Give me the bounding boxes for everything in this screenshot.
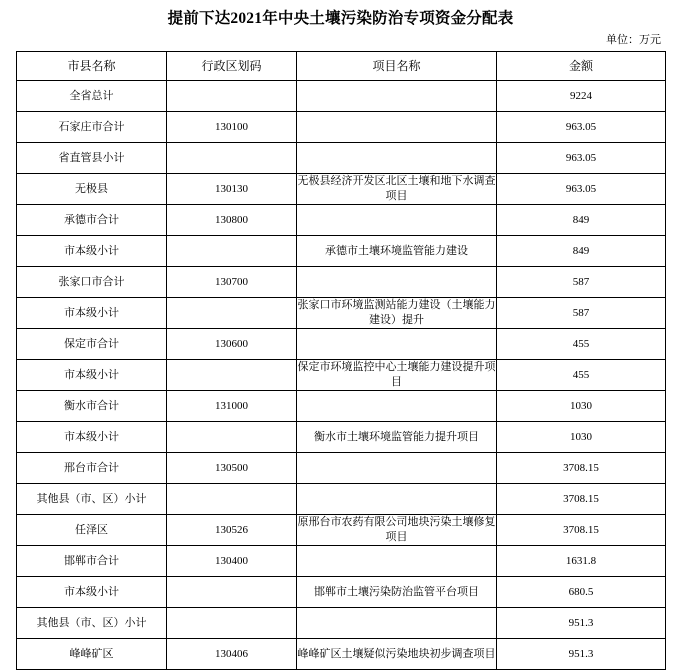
- cell-amount: 3708.15: [497, 453, 666, 484]
- cell-project-name: 峰峰矿区土壤疑似污染地块初步调查项目: [297, 639, 497, 670]
- cell-amount: 680.5: [497, 577, 666, 608]
- cell-amount: 951.3: [497, 639, 666, 670]
- cell-region-name: 石家庄市合计: [17, 112, 167, 143]
- cell-amount: 9224: [497, 81, 666, 112]
- table-row: [17, 205, 666, 236]
- cell-amount: 455: [497, 329, 666, 360]
- cell-region-name: 其他县（市、区）小计: [17, 484, 167, 515]
- cell-project-name: [297, 484, 497, 515]
- cell-admin-code: 131000: [167, 391, 297, 422]
- cell-project-name: 张家口市环境监测站能力建设（土壤能力建设）提升: [297, 298, 497, 329]
- table-row: [17, 453, 666, 484]
- cell-admin-code: 130400: [167, 546, 297, 577]
- cell-admin-code: [167, 298, 297, 329]
- cell-region-name: 市本级小计: [17, 360, 167, 391]
- table-row: [17, 515, 666, 546]
- cell-project-name: 保定市环境监控中心土壤能力建设提升项目: [297, 360, 497, 391]
- cell-project-name: [297, 143, 497, 174]
- cell-admin-code: [167, 236, 297, 267]
- cell-region-name: 市本级小计: [17, 298, 167, 329]
- cell-project-name: 无极县经济开发区北区土壤和地下水调查项目: [297, 174, 497, 205]
- cell-region-name: 市本级小计: [17, 577, 167, 608]
- cell-admin-code: [167, 422, 297, 453]
- cell-project-name: 承德市土壤环境监管能力建设: [297, 236, 497, 267]
- cell-project-name: [297, 608, 497, 639]
- cell-region-name: 市本级小计: [17, 422, 167, 453]
- cell-admin-code: 130600: [167, 329, 297, 360]
- cell-admin-code: [167, 81, 297, 112]
- cell-region-name: 市本级小计: [17, 236, 167, 267]
- cell-region-name: 衡水市合计: [17, 391, 167, 422]
- cell-amount: 587: [497, 298, 666, 329]
- table-row: [17, 112, 666, 143]
- cell-amount: 3708.15: [497, 515, 666, 546]
- cell-region-name: 邯郸市合计: [17, 546, 167, 577]
- table-row: [17, 267, 666, 298]
- table-row: [17, 298, 666, 329]
- cell-region-name: 承德市合计: [17, 205, 167, 236]
- table-row: [17, 360, 666, 391]
- cell-region-name: 张家口市合计: [17, 267, 167, 298]
- cell-project-name: [297, 391, 497, 422]
- cell-project-name: [297, 546, 497, 577]
- table-row: [17, 143, 666, 174]
- cell-region-name: 其他县（市、区）小计: [17, 608, 167, 639]
- cell-project-name: 衡水市土壤环境监管能力提升项目: [297, 422, 497, 453]
- table-row: [17, 174, 666, 205]
- cell-amount: 1631.8: [497, 546, 666, 577]
- page-title: 提前下达2021年中央土壤污染防治专项资金分配表: [167, 10, 514, 27]
- table-row: [17, 639, 666, 670]
- cell-admin-code: [167, 484, 297, 515]
- cell-project-name: [297, 329, 497, 360]
- cell-project-name: 原邢台市农药有限公司地块污染土壤修复项目: [297, 515, 497, 546]
- table-body: [17, 81, 666, 670]
- table-row: [17, 422, 666, 453]
- cell-admin-code: 130100: [167, 112, 297, 143]
- cell-region-name: 邢台市合计: [17, 453, 167, 484]
- cell-admin-code: 130526: [167, 515, 297, 546]
- cell-project-name: [297, 453, 497, 484]
- cell-amount: 3708.15: [497, 484, 666, 515]
- cell-admin-code: 130500: [167, 453, 297, 484]
- cell-amount: 963.05: [497, 112, 666, 143]
- cell-amount: 587: [497, 267, 666, 298]
- cell-project-name: [297, 267, 497, 298]
- column-header-name: 市县名称: [17, 52, 167, 81]
- cell-admin-code: [167, 143, 297, 174]
- cell-admin-code: 130800: [167, 205, 297, 236]
- cell-amount: 849: [497, 205, 666, 236]
- cell-project-name: [297, 112, 497, 143]
- cell-project-name: [297, 205, 497, 236]
- table-row: [17, 577, 666, 608]
- table-row: [17, 391, 666, 422]
- table-row: [17, 329, 666, 360]
- column-header-code: 行政区划码: [167, 52, 297, 81]
- cell-project-name: 邯郸市土壤污染防治监管平台项目: [297, 577, 497, 608]
- table-header-row: [17, 52, 666, 81]
- fund-allocation-table: [16, 51, 666, 670]
- table-row: [17, 236, 666, 267]
- cell-region-name: 峰峰矿区: [17, 639, 167, 670]
- cell-amount: 963.05: [497, 174, 666, 205]
- cell-admin-code: [167, 360, 297, 391]
- cell-region-name: 全省总计: [17, 81, 167, 112]
- cell-amount: 849: [497, 236, 666, 267]
- cell-admin-code: 130406: [167, 639, 297, 670]
- cell-amount: 1030: [497, 422, 666, 453]
- table-row: [17, 484, 666, 515]
- cell-region-name: 保定市合计: [17, 329, 167, 360]
- cell-amount: 963.05: [497, 143, 666, 174]
- table-row: [17, 81, 666, 112]
- column-header-project: 项目名称: [297, 52, 497, 81]
- cell-region-name: 省直管县小计: [17, 143, 167, 174]
- cell-amount: 951.3: [497, 608, 666, 639]
- cell-admin-code: [167, 577, 297, 608]
- table-row: [17, 546, 666, 577]
- cell-project-name: [297, 81, 497, 112]
- unit-note: 单位：万元: [606, 34, 661, 46]
- cell-amount: 1030: [497, 391, 666, 422]
- cell-region-name: 任泽区: [17, 515, 167, 546]
- cell-region-name: 无极县: [17, 174, 167, 205]
- table-row: [17, 608, 666, 639]
- column-header-amount: 金额: [497, 52, 666, 81]
- cell-admin-code: 130130: [167, 174, 297, 205]
- cell-amount: 455: [497, 360, 666, 391]
- cell-admin-code: 130700: [167, 267, 297, 298]
- cell-admin-code: [167, 608, 297, 639]
